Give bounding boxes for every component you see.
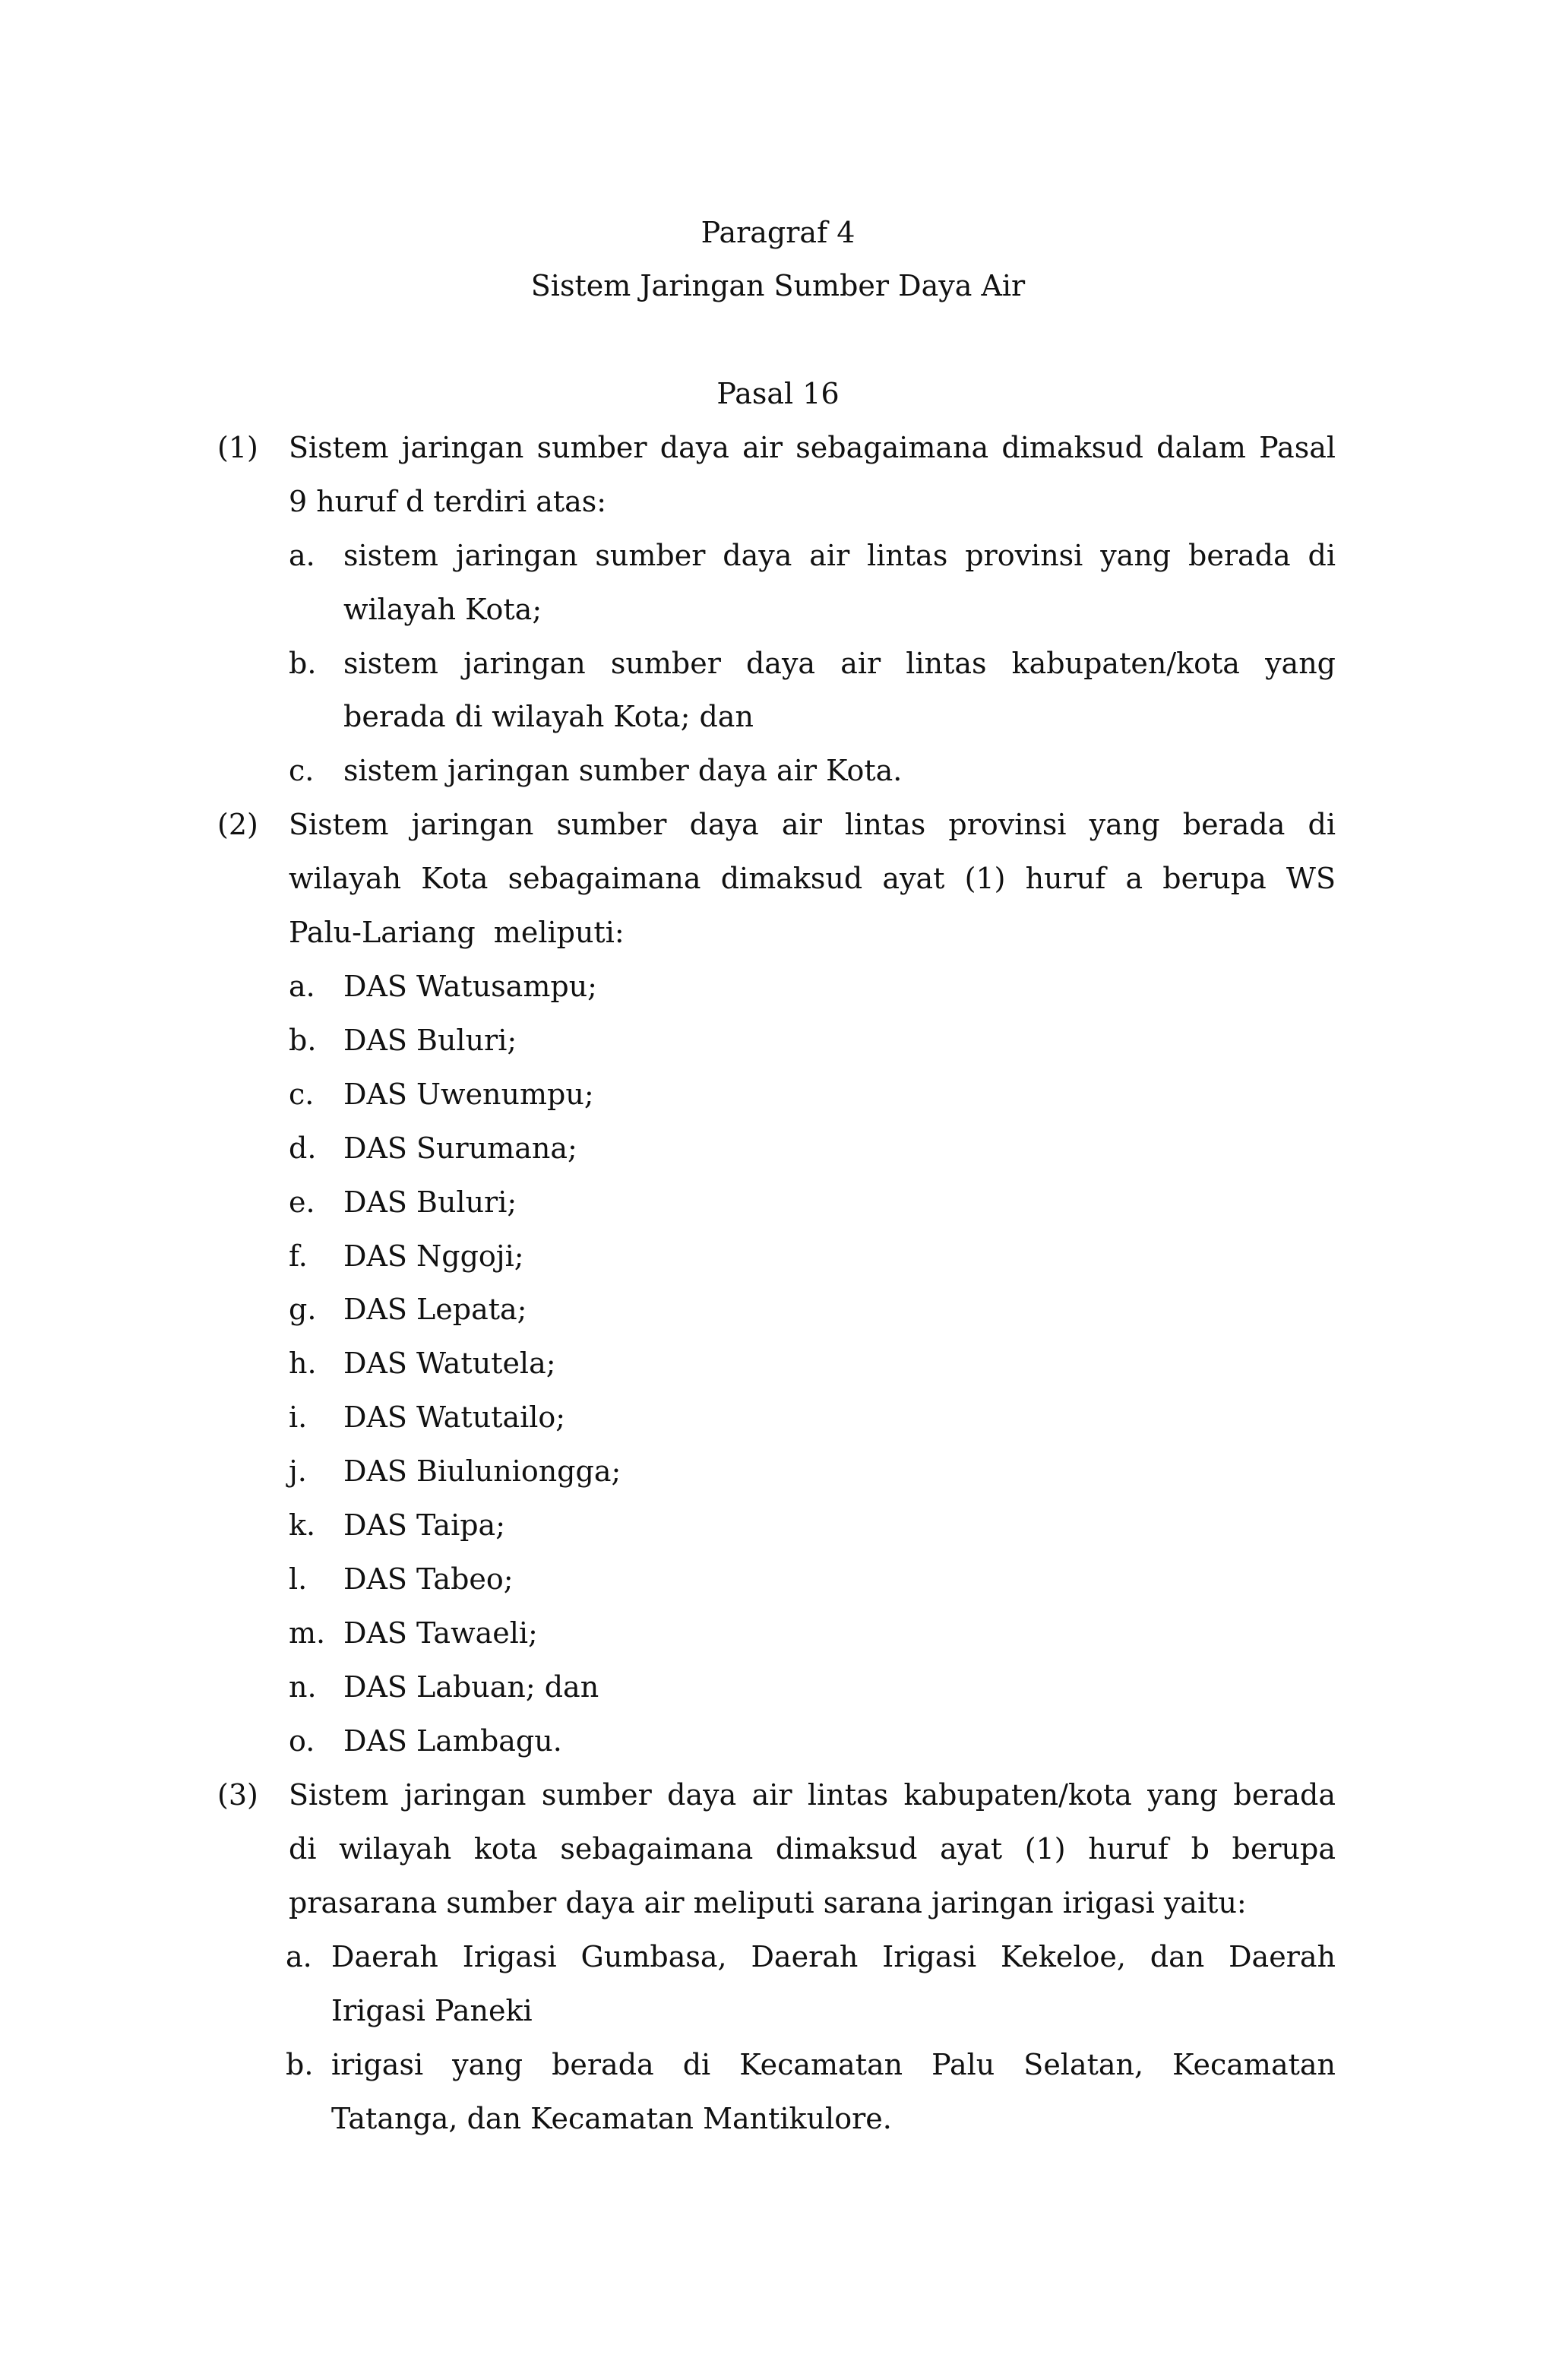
paragraph-title: Sistem Jaringan Sumber Daya Air [530, 269, 1026, 302]
das-item-text: DAS Tawaeli; [343, 1616, 538, 1650]
das-item-text: DAS Taipa; [343, 1508, 506, 1542]
list-item-text: irigasi yang berada di Kecamatan Palu Selatan, Kecamatan [331, 2048, 1336, 2081]
das-item-label: o. [289, 1724, 315, 1758]
das-item-text: DAS Lepata; [343, 1293, 527, 1326]
das-item-label: m. [289, 1616, 326, 1650]
das-item-text: DAS Buluri; [343, 1185, 517, 1219]
ayat-3-line: Sistem jaringan sumber daya air lintas kabupaten/kota yang berada [289, 1778, 1336, 1812]
das-item-label: e. [289, 1185, 315, 1219]
ayat-1-line: 9 huruf d terdiri atas: [289, 485, 607, 518]
das-item-label: n. [289, 1670, 317, 1704]
das-item-text: DAS Uwenumpu; [343, 1078, 594, 1111]
list-item-text: berada di wilayah Kota; dan [343, 700, 754, 733]
das-item-label: g. [289, 1293, 317, 1326]
list-item-text: Daerah Irigasi Gumbasa, Daerah Irigasi Kekeloe, dan Daerah [331, 1940, 1336, 1973]
article-heading: Pasal 16 [716, 377, 840, 410]
list-item-label: a. [286, 1940, 312, 1973]
list-item-label: c. [289, 754, 315, 787]
das-item-text: DAS Nggoji; [343, 1239, 524, 1273]
das-item-label: b. [289, 1024, 317, 1057]
das-item-label: h. [289, 1347, 317, 1380]
das-item-label: i. [289, 1400, 308, 1434]
das-item-label: a. [289, 970, 315, 1003]
das-item-text: DAS Lambagu. [343, 1724, 562, 1758]
das-item-label: l. [289, 1562, 308, 1596]
list-item-text: wilayah Kota; [343, 593, 542, 626]
das-item-text: DAS Buluri; [343, 1024, 517, 1057]
das-item-label: f. [289, 1239, 308, 1273]
ayat-3-line: prasarana sumber daya air meliputi sarana jaringan irigasi yaitu: [289, 1886, 1247, 1920]
list-item-text: Irigasi Paneki [331, 1994, 533, 2027]
das-item-label: k. [289, 1508, 316, 1542]
das-item-label: d. [289, 1131, 317, 1165]
list-item-text: sistem jaringan sumber daya air lintas kabupaten/kota yang [343, 647, 1336, 680]
das-item-text: DAS Labuan; dan [343, 1670, 599, 1704]
list-item-text: Tatanga, dan Kecamatan Mantikulore. [331, 2102, 892, 2135]
ayat-1-line: Sistem jaringan sumber daya air sebagaimana dimaksud dalam Pasal [289, 431, 1336, 464]
ayat-3-line: di wilayah kota sebagaimana dimaksud ayat (1) huruf b berupa [289, 1832, 1336, 1866]
paragraph-heading: Paragraf 4 [701, 216, 855, 249]
list-item-text: sistem jaringan sumber daya air Kota. [343, 754, 903, 787]
das-item-text: DAS Tabeo; [343, 1562, 514, 1596]
das-item-text: DAS Biuluniongga; [343, 1454, 621, 1488]
list-item-label: b. [289, 647, 317, 680]
ayat-2-line: Sistem jaringan sumber daya air lintas provinsi yang berada di [289, 808, 1336, 841]
das-item-text: DAS Watutailo; [343, 1400, 566, 1434]
das-item-text: DAS Watusampu; [343, 970, 597, 1003]
das-item-label: c. [289, 1078, 315, 1111]
das-item-label: j. [289, 1454, 307, 1488]
ayat-1-number: (1) [217, 431, 258, 464]
ayat-3-number: (3) [217, 1778, 258, 1812]
ayat-2-number: (2) [217, 808, 258, 841]
list-item-text: sistem jaringan sumber daya air lintas provinsi yang berada di [343, 539, 1336, 572]
das-item-text: DAS Watutela; [343, 1347, 556, 1380]
das-item-text: DAS Surumana; [343, 1131, 577, 1165]
ayat-2-line: Palu-Lariang meliputi: [289, 916, 625, 949]
list-item-label: b. [286, 2048, 314, 2081]
list-item-label: a. [289, 539, 315, 572]
ayat-2-line: wilayah Kota sebagaimana dimaksud ayat (1) huruf a berupa WS [289, 862, 1336, 895]
